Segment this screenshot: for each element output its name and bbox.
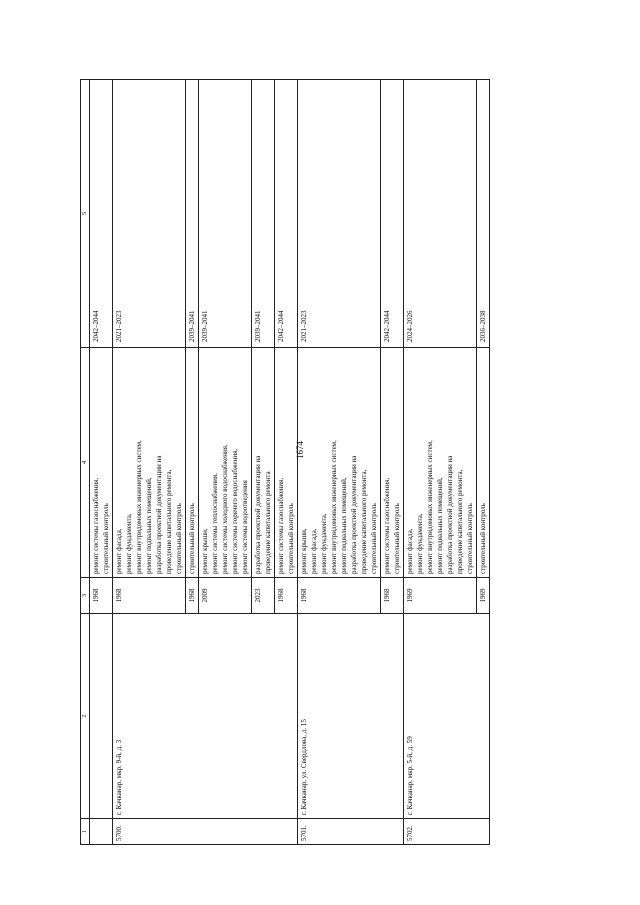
row-period: 2042–2044 bbox=[275, 80, 298, 348]
row-work bbox=[477, 348, 490, 578]
work-line: строительный контроль bbox=[479, 503, 487, 574]
row-year: 1968 bbox=[186, 578, 199, 614]
header-col-1: 1 bbox=[81, 819, 90, 845]
work-line: ремонт системы водоотведения bbox=[241, 480, 249, 574]
row-work bbox=[90, 348, 113, 578]
row-number: 5700. bbox=[113, 819, 298, 845]
row-year: 2009 bbox=[199, 578, 252, 614]
row-period: 2039–2041 bbox=[199, 80, 252, 348]
row-address: г. Качканар, мкр. 9-й, д. 3 bbox=[113, 614, 298, 819]
row-year: 1968 bbox=[113, 578, 186, 614]
work-line: ремонт фундамента, bbox=[125, 513, 133, 574]
row-number: 5701. bbox=[298, 819, 404, 845]
row-period: 2039–2041 bbox=[252, 80, 275, 348]
work-line: проведение капитального ремонта, bbox=[456, 469, 464, 574]
table-row bbox=[298, 80, 381, 845]
row-number bbox=[90, 819, 113, 845]
header-col-5: 5 bbox=[81, 80, 90, 348]
header-col-4: 4 bbox=[81, 348, 90, 578]
page-number: 1674 bbox=[295, 441, 305, 459]
work-line: ремонт крыши, bbox=[201, 528, 209, 574]
row-period: 2036–2038 bbox=[477, 80, 490, 348]
work-line: ремонт внутридомовых инженерных систем, bbox=[135, 440, 143, 574]
row-address: г. Качканар, мкр. 5-й, д. 59 bbox=[404, 614, 490, 819]
row-year: 1969 bbox=[404, 578, 477, 614]
work-line: разработка проектной документации на bbox=[350, 455, 358, 574]
work-line: ремонт фундамента, bbox=[416, 513, 424, 574]
row-work bbox=[186, 348, 199, 578]
work-line: ремонт фасада, bbox=[406, 528, 414, 574]
work-line: ремонт внутридомовых инженерных систем, bbox=[330, 440, 338, 574]
row-address: г. Качканар, ул. Свердлова, д. 15 bbox=[298, 614, 404, 819]
header-col-2: 2 bbox=[81, 614, 90, 819]
work-line: строительный контроль bbox=[175, 503, 183, 574]
work-line: ремонт системы газоснабжения, bbox=[383, 477, 391, 574]
work-line: ремонт системы теплоснабжения, bbox=[211, 473, 219, 574]
work-line: ремонт фундамента, bbox=[320, 513, 328, 574]
work-line: ремонт подвальных помещений, bbox=[145, 477, 153, 574]
work-line: ремонт подвальных помещений, bbox=[436, 477, 444, 574]
work-line: строительный контроль bbox=[188, 503, 196, 574]
table-row bbox=[90, 80, 113, 845]
header-row bbox=[81, 80, 90, 845]
row-work bbox=[275, 348, 298, 578]
work-line: ремонт фасада, bbox=[310, 528, 318, 574]
row-work bbox=[252, 348, 275, 578]
work-line: ремонт подвальных помещений, bbox=[340, 477, 348, 574]
work-line: строительный контроль bbox=[393, 503, 401, 574]
table-row bbox=[404, 80, 477, 845]
row-year: 1968 bbox=[381, 578, 404, 614]
work-line: проведение капитального ремонта bbox=[264, 471, 272, 574]
row-work bbox=[381, 348, 404, 578]
work-line: строительный контроль bbox=[287, 503, 295, 574]
capital-repair-table-wrapper bbox=[80, 80, 553, 845]
work-line: проведение капитального ремонта, bbox=[360, 469, 368, 574]
row-year: 1968 bbox=[90, 578, 113, 614]
row-year: 2023 bbox=[252, 578, 275, 614]
work-line: проведение капитального ремонта, bbox=[165, 469, 173, 574]
work-line: строительный контроль bbox=[466, 503, 474, 574]
header-col-3: 3 bbox=[81, 578, 90, 614]
row-period: 2042–2044 bbox=[381, 80, 404, 348]
work-line: разработка проектной документации на bbox=[446, 455, 454, 574]
row-number: 5702. bbox=[404, 819, 490, 845]
work-line: ремонт системы газоснабжения, bbox=[277, 477, 285, 574]
row-work bbox=[298, 348, 381, 578]
row-address bbox=[90, 614, 113, 819]
work-line: ремонт системы холодного водоснабжения, bbox=[221, 444, 229, 574]
row-period: 2024–2026 bbox=[404, 80, 477, 348]
row-period: 2021–2023 bbox=[113, 80, 186, 348]
row-work bbox=[404, 348, 477, 578]
work-line: ремонт внутридомовых инженерных систем, bbox=[426, 440, 434, 574]
row-period: 2039–2041 bbox=[186, 80, 199, 348]
work-line: ремонт системы горячего водоснабжения, bbox=[231, 448, 239, 574]
work-line: разработка проектной документации на bbox=[254, 455, 262, 574]
work-line: ремонт системы газоснабжения, bbox=[92, 477, 100, 574]
row-period: 2021–2023 bbox=[298, 80, 381, 348]
table-row bbox=[113, 80, 186, 845]
work-line: ремонт фасада, bbox=[115, 528, 123, 574]
row-work bbox=[199, 348, 252, 578]
work-line: строительный контроль bbox=[102, 503, 110, 574]
row-year: 1968 bbox=[275, 578, 298, 614]
row-year: 1968 bbox=[298, 578, 381, 614]
row-year: 1969 bbox=[477, 578, 490, 614]
row-work bbox=[113, 348, 186, 578]
work-line: разработка проектной документации на bbox=[155, 455, 163, 574]
row-period: 2042–2044 bbox=[90, 80, 113, 348]
work-line: строительный контроль bbox=[370, 503, 378, 574]
work-line: ремонт крыши, bbox=[300, 528, 308, 574]
capital-repair-table bbox=[80, 79, 490, 845]
